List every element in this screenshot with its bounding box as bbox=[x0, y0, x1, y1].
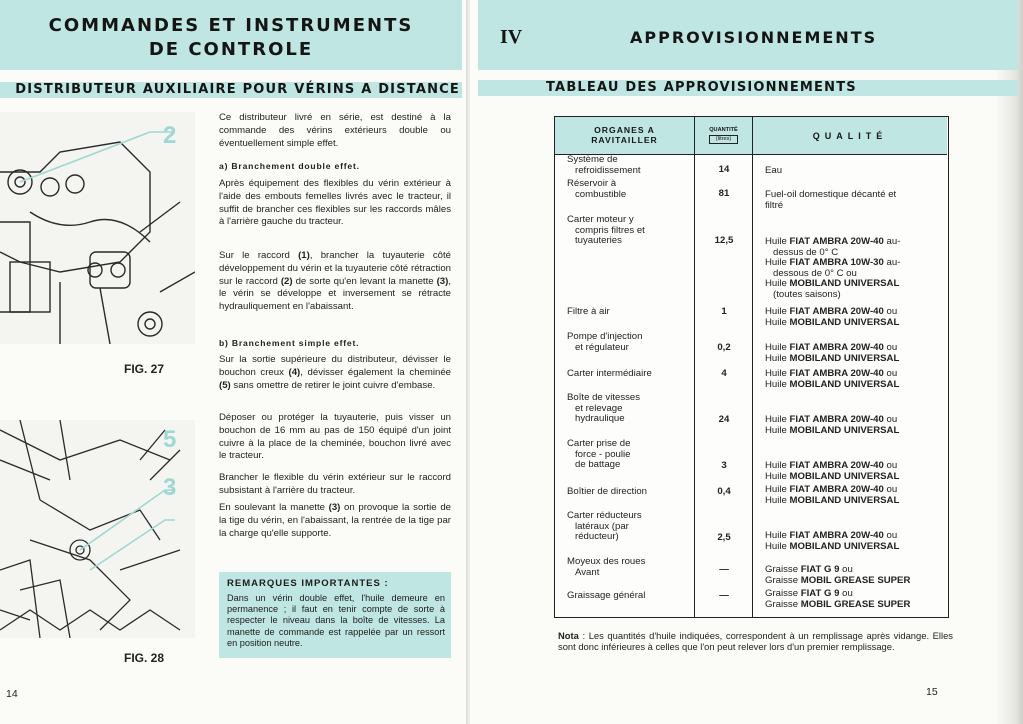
fig28-caption: FIG. 28 bbox=[124, 651, 165, 665]
fig28-callout-5: 5 bbox=[163, 426, 177, 453]
supplies-table bbox=[554, 116, 949, 618]
section-b-heading: b) Branchement simple effet. bbox=[219, 338, 360, 348]
header-qualite: QUALITÉ bbox=[753, 117, 947, 155]
right-page-number: 15 bbox=[926, 686, 938, 698]
row-3-organe: Filtre à air bbox=[567, 306, 610, 317]
row-9-organe: Carter réducteurs latéraux (par réducteur) bbox=[567, 510, 642, 543]
row-5-quantite: 4 bbox=[721, 368, 727, 379]
remarks-box bbox=[219, 572, 451, 658]
left-subtitle: DISTRIBUTEUR AUXILIAIRE POUR VÉRINS A DISTANCE bbox=[15, 82, 460, 97]
row-4-quantite: 0,2 bbox=[717, 342, 731, 353]
row-4-organe: Pompe d'injection et régulateur bbox=[567, 331, 643, 353]
section-a-paragraph-2: Sur le raccord (1), brancher la tuyauterie côté développement du vérin et la tuyauterie côté rétraction sur le raccord (2) de sorte qu'en levant la manette (3), le vérin se développe et inversement se rétracte hydrauliquement en l'abaissant. bbox=[219, 250, 451, 313]
row-0-organe: Système de refroidissement bbox=[567, 154, 641, 176]
remarks-heading: REMARQUES IMPORTANTES : bbox=[227, 578, 389, 589]
chapter-number: IV bbox=[500, 26, 523, 48]
right-subtitle: TABLEAU DES APPROVISIONNEMENTS bbox=[546, 80, 857, 95]
row-7-quantite: 3 bbox=[721, 460, 727, 471]
remarks-text: Dans un vérin double effet, l'huile demeure en permanence ; il faut en tenir compte de sorte à respecter le niveau dans la boîte de vitesses. La manette de commande est rappelée par un ressort en position neutre. bbox=[227, 593, 445, 648]
fig27-image bbox=[0, 112, 195, 344]
left-title-line2: DE CONTROLE bbox=[148, 39, 314, 60]
row-10-quantite: — bbox=[719, 564, 729, 575]
left-page-title bbox=[0, 14, 462, 62]
row-11-organe: Graissage général bbox=[567, 590, 646, 601]
row-11-qualite: Graisse FIAT G 9 ou Graisse MOBIL GREASE SUPER bbox=[765, 588, 911, 610]
header-organes: ORGANES A RAVITAILLER bbox=[555, 117, 694, 155]
row-3-quantite: 1 bbox=[721, 306, 727, 317]
row-1-quantite: 81 bbox=[718, 188, 730, 199]
row-3-qualite: Huile FIAT AMBRA 20W-40 ou Huile MOBILAND UNIVERSAL bbox=[765, 306, 900, 328]
row-11-quantite: — bbox=[719, 590, 729, 601]
row-2-organe: Carter moteur y compris filtres et tuyauteries bbox=[567, 214, 645, 247]
intro-paragraph: Ce distributeur livré en série, est destiné à la commande des vérins extérieurs double ou éventuellement simple effet. bbox=[219, 112, 451, 149]
row-8-qualite: Huile FIAT AMBRA 20W-40 ou Huile MOBILAND UNIVERSAL bbox=[765, 484, 900, 506]
section-b-paragraph-2: Déposer ou protéger la tuyauterie, puis visser un bouchon de 16 mm au pas de 150 équipé d'un joint cuivre à la place de la cheminée, bouchon livré avec le tracteur. bbox=[219, 412, 451, 462]
row-2-qualite: Huile FIAT AMBRA 20W-40 au- dessus de 0° C Huile FIAT AMBRA 10W-30 au- dessous de 0° C ou Huile MOBILAND UNIVERSAL (toutes saisons) bbox=[765, 236, 901, 300]
row-1-qualite: Fuel-oil domestique décanté et filtré bbox=[765, 189, 897, 211]
right-page-title: APPROVISIONNEMENTS bbox=[630, 28, 878, 47]
row-0-qualite: Eau bbox=[765, 165, 783, 176]
section-a-paragraph-1: Après équipement des flexibles du vérin extérieur à l'aide des embouts femelles livrés avec le tracteur, il suffit de brancher ces flexibles sur les raccords mâles à l'arrière gauche du tracteur. bbox=[219, 178, 451, 228]
fig28-callout-3: 3 bbox=[163, 474, 177, 501]
row-5-qualite: Huile FIAT AMBRA 20W-40 ou Huile MOBILAND UNIVERSAL bbox=[765, 368, 900, 390]
row-10-organe: Moyeux des roues Avant bbox=[567, 556, 646, 578]
row-6-organe: Boîte de vitesses et relevage hydraulique bbox=[567, 392, 641, 425]
row-7-qualite: Huile FIAT AMBRA 20W-40 ou Huile MOBILAND UNIVERSAL bbox=[765, 460, 900, 482]
row-9-qualite: Huile FIAT AMBRA 20W-40 ou Huile MOBILAND UNIVERSAL bbox=[765, 530, 900, 552]
left-page bbox=[0, 0, 468, 724]
fig28-image bbox=[0, 420, 195, 638]
section-b-paragraph-4: En soulevant la manette (3) on provoque la sortie de la tige du vérin, en l'abaissant, la rentrée de la tige par la charge qu'elle supporte. bbox=[219, 502, 451, 539]
row-1-organe: Réservoir à combustible bbox=[567, 178, 627, 200]
row-9-quantite: 2,5 bbox=[717, 532, 731, 543]
left-title-line1: COMMANDES ET INSTRUMENTS bbox=[48, 15, 414, 36]
fig27-caption: FIG. 27 bbox=[124, 362, 165, 376]
left-page-number: 14 bbox=[6, 688, 18, 700]
fig27-callout-2: 2 bbox=[163, 122, 177, 149]
row-5-organe: Carter intermédiaire bbox=[567, 368, 652, 379]
table-divider-2 bbox=[752, 117, 753, 617]
note-paragraph: Nota : Les quantités d'huile indiquées, correspondent à un remplissage après vidange. Elles sont donc inférieures à celles que l'on peut relever lors d'un premier remplissage. bbox=[558, 630, 953, 653]
row-10-qualite: Graisse FIAT G 9 ou Graisse MOBIL GREASE SUPER bbox=[765, 564, 911, 586]
header-quantite: QUANTITÉ (litres) bbox=[695, 117, 752, 155]
page-edge bbox=[995, 0, 1023, 724]
row-4-qualite: Huile FIAT AMBRA 20W-40 ou Huile MOBILAND UNIVERSAL bbox=[765, 342, 900, 364]
section-b-paragraph-1: Sur la sortie supérieure du distributeur, dévisser le bouchon creux (4), dévisser également la cheminée (5) sans omettre de retirer le joint cuivre d'embase. bbox=[219, 354, 451, 391]
row-6-quantite: 24 bbox=[718, 414, 730, 425]
row-7-organe: Carter prise de force - poulie de battage bbox=[567, 438, 631, 471]
row-6-qualite: Huile FIAT AMBRA 20W-40 ou Huile MOBILAND UNIVERSAL bbox=[765, 414, 900, 436]
section-b-paragraph-3: Brancher le flexible du vérin extérieur sur le raccord subsistant à l'arrière du tracteur. bbox=[219, 472, 451, 496]
row-0-quantite: 14 bbox=[718, 164, 730, 175]
section-a-heading: a) Branchement double effet. bbox=[219, 161, 360, 171]
row-8-organe: Boîtier de direction bbox=[567, 486, 647, 497]
row-2-quantite: 12,5 bbox=[714, 235, 734, 246]
row-8-quantite: 0,4 bbox=[717, 486, 731, 497]
